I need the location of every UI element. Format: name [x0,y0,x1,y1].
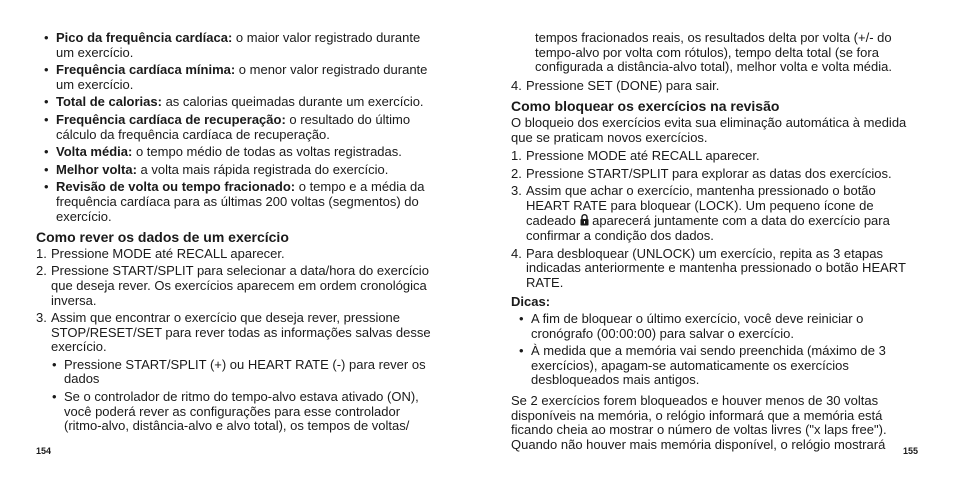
section-heading-lock: Como bloquear os exercícios na revisão [511,98,780,115]
step-text: Assim que encontrar o exercício que deseja rever, pressione STOP/RESET/SET para rever todas as informações salvas desse exercício. [51,310,431,355]
step-text: Pressione START/SPLIT para explorar as datas dos exercícios. [526,165,892,181]
tip-item: • À medida que a memória vai sendo preenchida (máximo de 3 exercícios), apagam-se automaticamente os exercícios desbloqueados mais antigos. [511,344,921,388]
sub-bullet: • Pressione START/SPLIT (+) ou HEART RATE (-) para rever os dados [36,358,440,387]
bullet-lap-review [36,180,440,224]
step-text: Pressione SET (DONE) para sair. [526,77,720,93]
bullet-min-heart-rate [36,63,440,92]
bullet-term: Melhor volta: [56,161,137,177]
step-text: Pressione MODE até RECALL aparecer. [526,148,760,164]
step-number: 1. [511,148,522,164]
page-number-right: 155 [902,446,918,457]
closing-paragraph: Se 2 exercícios forem bloqueados e houver menos de 30 voltas disponíveis na memória, o relógio informará que a memória está ficando cheia ao mostrar o número de voltas livres ("x laps free"). Quando não houver mais memória disponível, o relógio mostrará [511,393,887,452]
list-item [511,167,921,182]
step-number: 4. [511,77,522,93]
bullet-text: o menor valor registrado durante um exercício. [56,62,428,92]
step-text: Pressione START/SPLIT para selecionar a data/hora do exercício que deseja rever. Os exercícios aparecem em ordem cronológica inversa. [51,263,429,308]
bullet-term: Total de calorias: [56,94,162,110]
bullet-term: Revisão de volta ou tempo fracionado: [56,179,296,195]
bullet-best-lap [36,163,440,178]
bullet-peak-heart-rate [36,31,440,60]
bullet-term: Volta média: [56,144,133,160]
sub-bullet: • Se o controlador de ritmo do tempo-alvo estava ativado (ON), você poderá rever as configurações para esse controlador (ritmo-alvo, distância-alvo e alvo total), os tempos de voltas/ [36,390,440,434]
bullet-text: o tempo médio de todas as voltas registradas. [132,144,402,160]
step-text: Pressione MODE até RECALL aparecer. [51,245,285,261]
bullet-total-calories [36,95,440,110]
list-item [36,311,440,355]
bullet-term: Frequência cardíaca de recuperação: [56,111,286,127]
step-text-before-icon: Assim que achar o exercício, mantenha pressionado o botão HEART RATE para bloquear (LOCK). Um pequeno ícone de cadeado [526,183,876,228]
list-item [36,247,440,262]
step-text-after-icon: aparecerá juntamente com a data do exercício para confirmar a condição dos dados. [526,212,890,244]
bullet-term: Pico da frequência cardíaca: [56,30,233,45]
list-item [36,264,440,308]
bullet-text: o resultado do último cálculo da frequência cardíaca de recuperação. [56,111,411,142]
section-heading-review: Como rever os dados de um exercício [36,229,289,246]
bullet-term: Frequência cardíaca mínima: [56,62,236,78]
page-number-left: 154 [36,446,52,457]
bullet-average-lap [36,145,440,160]
step-number: 2. [511,165,522,181]
list-item [511,184,921,243]
bullet-text: a volta mais rápida registrada do exercício. [136,161,389,177]
bullet-text: o tempo e a média da frequência cardíaca para as últimas 200 voltas (segmentos) do exercício. [56,179,425,224]
step-number: 2. [36,263,47,279]
step-text: Para desbloquear (UNLOCK) um exercício, repita as 3 etapas indicadas anteriormente e mantenha pressionado o botão HEART RATE. [526,245,906,290]
step-number: 4. [511,245,522,261]
lock-icon [580,214,589,230]
tips-label: Dicas: [511,293,551,309]
list-item [511,79,921,94]
left-page [36,31,440,437]
continued-paragraph: tempos fracionados reais, os resultados delta por volta (+/- do tempo-alvo por volta com rótulos), tempo delta total (se fora configurada a distância-alvo total), melhor volta e volta média. [535,30,892,75]
step-number: 3. [36,310,47,326]
tip-item: • A fim de bloquear o último exercício, você deve reiniciar o cronógrafo (00:00:00) para salvar o exercício. [511,312,921,341]
step-number: 3. [511,183,522,199]
list-item [511,149,921,164]
right-page [511,31,921,456]
step-number: 1. [36,245,47,261]
bullet-text: as calorias queimadas durante um exercício. [161,94,424,110]
intro-paragraph: O bloqueio dos exercícios evita sua eliminação automática à medida que se praticam novos exercícios. [511,114,907,145]
bullet-text: o maior valor registrado durante um exercício. [56,30,421,60]
list-item [511,247,921,291]
bullet-recovery-heart-rate [36,113,440,142]
